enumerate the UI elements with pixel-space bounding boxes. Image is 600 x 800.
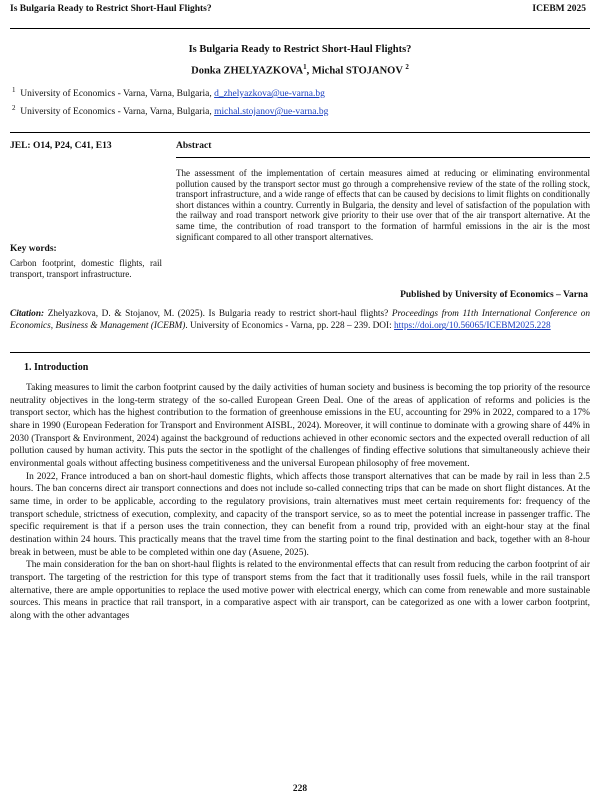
citation-label: Citation: [10,309,45,319]
conference-label: ICEBM 2025 [532,4,586,14]
keywords-heading: Key words: [10,244,57,254]
abstract-heading: Abstract [176,141,212,151]
affiliation-1-number: 1 [12,86,16,94]
affiliation-1 [12,86,325,99]
affiliation-1-text: University of Economics - Varna, Varna, Bulgaria, [20,89,215,100]
author-separator: , [306,65,312,77]
abstract-text: The assessment of the implementation of certain measures aimed at reducing or eliminating environmental pollution caused by the transport sector must go through a comprehensive review of the state of the rolling stock, transport infrastructure, and a wide range of effects that can be caused by decisions to limit flights on conditionally short distances within a country. Currently in Bulgaria, the density and level of satisfaction of the population with the railway and road transport network give priority to their use over that of the air transport alternative. At the same time, the contribution of road transport to the formation of harmful emissions in the air is the most significant compared to all other transport alternatives. [176,168,590,242]
paragraph-3: The main consideration for the ban on short-haul flights is related to the environmental effects that can result from reducing the carbon footprint of air transport. The targeting of the restriction for this type of transport stems from the fact that it traditionally uses fossil fuels, while in the rail transport alternative, there are ample opportunities to replace the used motive power with electrical energy, which can come from renewable and more sustainable sources. This means in practice that rail transport, in a comparative aspect with air transport, can be categorized as one with a lower carbon footprint, along with the other advantages [10,560,590,621]
jel-codes: JEL: O14, P24, C41, E13 [10,141,112,151]
author-1: Donka ZHELYAZKOVA [191,65,304,77]
author-2-affiliation-mark: 2 [405,63,409,71]
header-divider [10,28,590,29]
paper-title: Is Bulgaria Ready to Restrict Short-Haul Flights? [188,44,412,55]
page-number: 228 [292,784,308,794]
front-matter-divider [10,132,590,133]
publisher-line: Published by University of Economics – Varna [400,290,588,300]
affiliation-1-email-link[interactable]: d_zhelyazkova@ue-varna.bg [214,89,325,100]
keywords-text: Carbon footprint, domestic flights, rail transport, transport infrastructure. [10,258,162,279]
affiliation-2-number: 2 [12,104,16,112]
citation-divider [10,352,590,353]
paragraph-2: In 2022, France introduced a ban on short-haul domestic flights, which affects those transport alternatives that can be made by rail in less than 2.5 hours. The ban concerns direct air transport connections and does not include so-called connecting trips that can be made on short flight distances. At the same time, in order to be applicable, according to the regulatory provisions, train alternatives must meet certain requirements for: frequency of the transport schedule, strictness of execution, complexity, and capacity of the transport service, so as to meet the potential increase in passenger traffic. The specific requirement is that if a person uses the train connection, they can benefit from a round trip, provided with an eight-hour stay at the final destination within 24 hours. This practically means that the travel time from the starting point to the final destination and back, together with an 8-hour break in between, must be able to be completed within one day (Asuene, 2025). [10,471,590,558]
running-title: Is Bulgaria Ready to Restrict Short-Haul Flights? [10,4,212,14]
paragraph-1: Taking measures to limit the carbon footprint caused by the daily activities of human society and business is becoming the top priority of the resource neutrality objectives in the long-term strategy of the so-called European Green Deal. One of the areas of application of reforms and policies is the transport sector, which has the highest contribution to the formation of greenhouse emissions in the EU, accounting for 29% in 2022, compared to a 17% share in 1990 (European Federation for Transport and Environment AISBL, 2024). Moreover, it will continue to dominate with a growing share of 44% in 2030 (Transport & Environment, 2024) against the background of reductions achieved in other economic sectors and the expected overall reduction of all pollution caused by human activity. This puts the sector in the spotlight of the challenges of finding effective solutions that simultaneously achieve their environmental goals without affecting business competitiveness and the universal European philosophy of free movement. [10,383,590,469]
citation-proceedings: Proceedings from 11th International Conference on Economics, Business & Management (ICEBM) [10,309,591,332]
affiliation-2-text: University of Economics - Varna, Varna, Bulgaria, [20,107,215,118]
doi-link[interactable]: https://doi.org/10.56065/ICEBM2025.228 [394,321,551,332]
affiliation-2-email-link[interactable]: michal.stojanov@ue-varna.bg [214,107,329,118]
citation-text-2: . University of Economics - Varna, pp. 228 – 239. DOI: [185,321,395,332]
author-1-affiliation-mark: 1 [303,63,307,71]
author-2: Michal STOJANOV [311,65,403,77]
body-text [10,382,590,622]
affiliation-2 [12,104,328,117]
author-line [0,63,600,77]
citation-block [10,308,590,333]
section-heading: 1. Introduction [24,362,89,373]
abstract-divider [176,157,590,158]
citation-text-1: Zhelyazkova, D. & Stojanov, M. (2025). Is Bulgaria ready to restrict short-haul flights? [44,309,392,319]
